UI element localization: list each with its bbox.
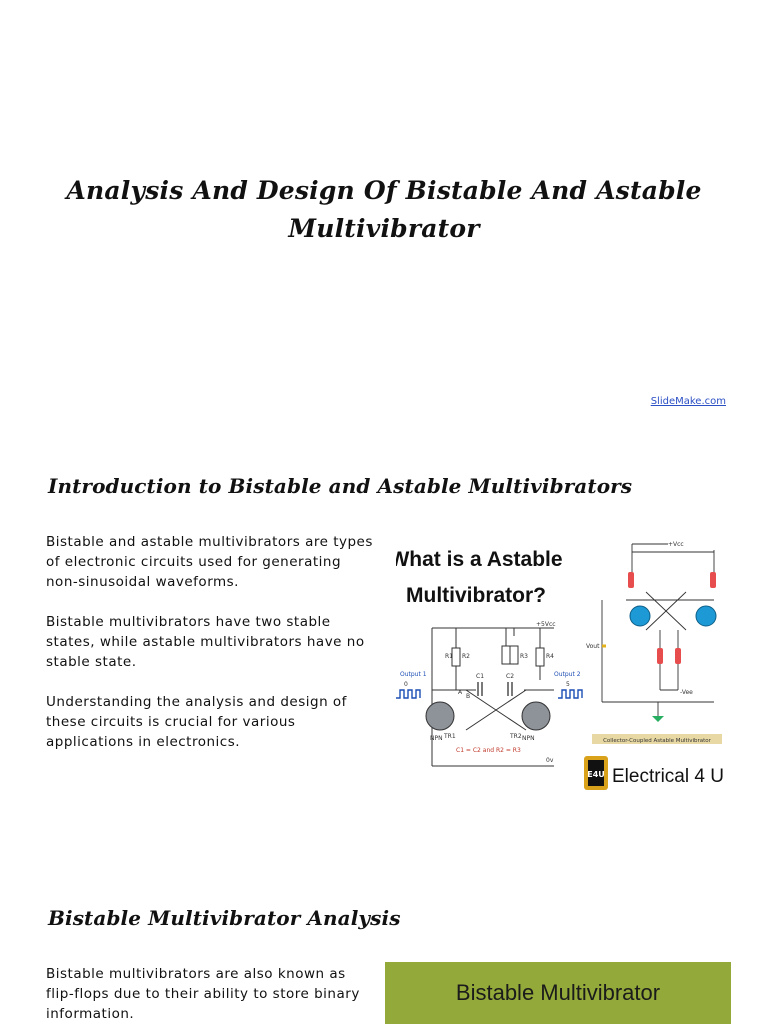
npn-left-label: NPN xyxy=(430,735,443,742)
ground-icon xyxy=(652,716,664,722)
bistable-banner-text: Bistable Multivibrator xyxy=(455,980,661,1005)
figure-headline-line2: Multivibrator? xyxy=(406,584,546,607)
node-a-label: A xyxy=(458,689,463,696)
intro-heading: Introduction to Bistable and Astable Multivibrators xyxy=(48,474,633,498)
astable-multivibrator-figure xyxy=(396,530,734,796)
component-equation: C1 = C2 and R2 = R3 xyxy=(456,747,521,754)
output2-value: 5 xyxy=(566,681,570,688)
right-circuit-caption: Collector-Coupled Astable Multivibrator xyxy=(603,738,711,744)
bistable-paragraph: Bistable multivibrators are also known as flip-flops due to their ability to store binary information. xyxy=(46,966,360,1022)
r1-label: R1 xyxy=(445,653,453,660)
tr2-transistor xyxy=(522,702,550,730)
vout-label: Vout xyxy=(586,643,600,650)
output1-value: 0 xyxy=(404,681,408,688)
right-circuit-wiring xyxy=(602,544,714,716)
brand-name: Electrical 4 U xyxy=(612,766,724,787)
bistable-banner xyxy=(385,962,731,1024)
slide-title: Analysis And Design Of Bistable And Astable Multivibrator xyxy=(66,176,702,243)
output2-waveform xyxy=(558,690,582,698)
tr1-transistor xyxy=(426,702,454,730)
intro-paragraph-1: Bistable and astable multivibrators are types of electronic circuits used for generating non-sinusoidal waveforms. xyxy=(46,534,373,590)
vee-label: -Vee xyxy=(680,689,693,696)
intro-paragraph-2: Bistable multivibrators have two stable states, while astable multivibrators have no stable state. xyxy=(46,614,365,670)
npn-right-label: NPN xyxy=(522,735,535,742)
right-transistor-2 xyxy=(696,606,716,626)
ground-label: 0v xyxy=(546,757,554,764)
left-capacitors xyxy=(478,682,512,696)
tr1-label: TR1 xyxy=(444,733,456,740)
slidemake-credit-link[interactable]: SlideMake.com xyxy=(650,396,726,407)
right-transistor-1 xyxy=(630,606,650,626)
output2-label: Output 2 xyxy=(554,671,581,678)
output1-label: Output 1 xyxy=(400,671,427,678)
left-supply-label: +5Vcc xyxy=(536,621,556,628)
vcc-label: +Vcc xyxy=(668,541,684,548)
r2-label: R2 xyxy=(462,653,470,660)
c2-label: C2 xyxy=(506,673,515,680)
r3-label: R3 xyxy=(520,653,528,660)
tr2-label: TR2 xyxy=(510,733,522,740)
node-b-label: B xyxy=(466,693,471,700)
brand-badge-text: E4U xyxy=(587,770,605,779)
r4-label: R4 xyxy=(546,653,554,660)
bistable-heading: Bistable Multivibrator Analysis xyxy=(48,906,401,930)
intro-paragraph-3: Understanding the analysis and design of these circuits is crucial for various applications in electronics. xyxy=(46,694,347,750)
figure-headline-line1: What is a Astable xyxy=(396,548,563,571)
c1-label: C1 xyxy=(476,673,485,680)
output1-waveform xyxy=(396,690,420,698)
circuit-diagram xyxy=(396,530,734,796)
